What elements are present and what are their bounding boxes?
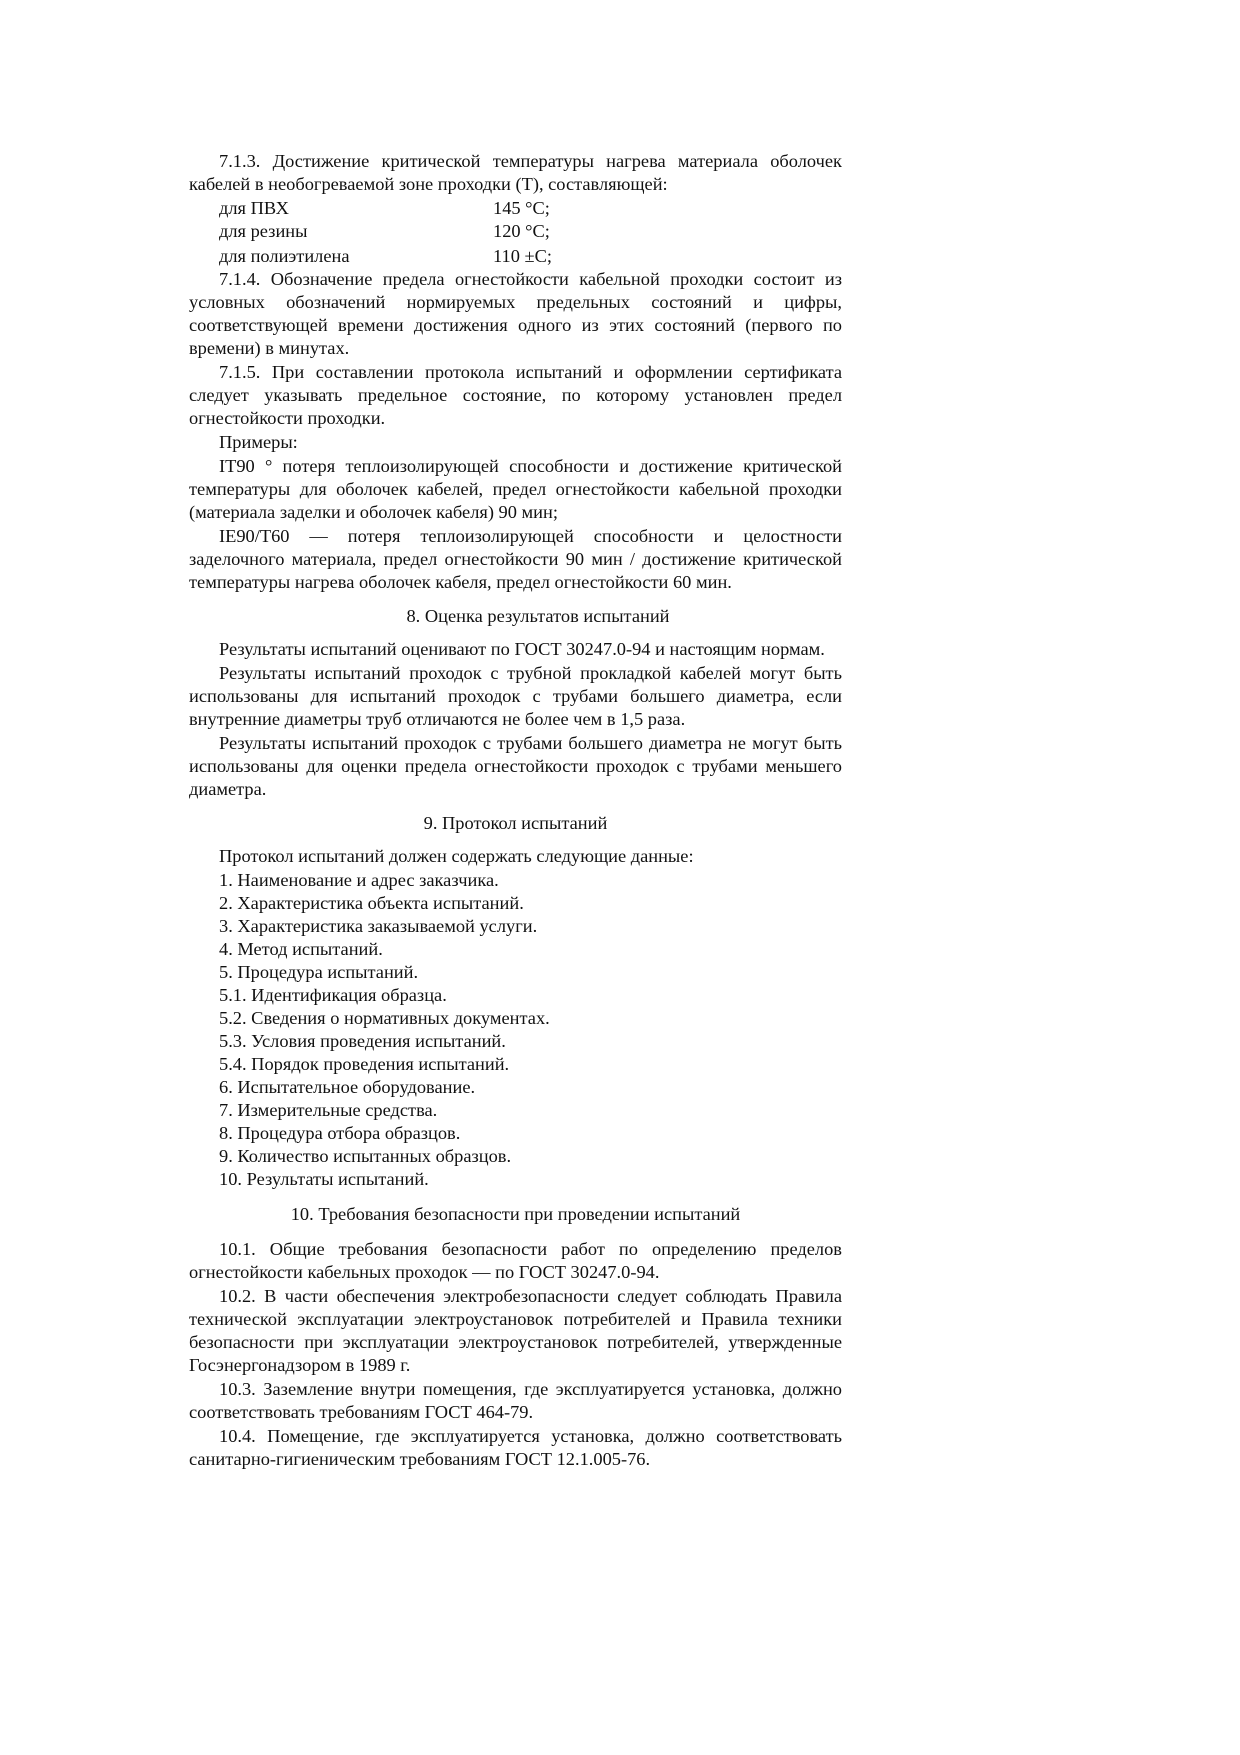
temperature-material: для полиэтилена — [219, 246, 350, 266]
clause-10-2: 10.2. В части обеспечения электробезопасности следует соблюдать Правила технической эксплуатации электроустановок потребителей и Правила техники безопасности при эксплуатации электроустановок потребителей, утвержденные Госэнергонадзором в 1989 г. — [189, 1286, 842, 1375]
example-it90: IT90 ° потеря теплоизолирующей способности и достижение критической температуры для оболочек кабелей, предел огнестойкости кабельной проходки (материала заделки и оболочек кабеля) 90 мин; — [189, 456, 842, 522]
list-item: 8. Процедура отбора образцов. — [219, 1123, 461, 1143]
list-item: 5.3. Условия проведения испытаний. — [219, 1031, 506, 1051]
list-item: 5.4. Порядок проведения испытаний. — [219, 1054, 510, 1074]
list-item: 5.1. Идентификация образца. — [219, 985, 447, 1005]
section-8-paragraph: Результаты испытаний оценивают по ГОСТ 30247.0-94 и настоящим нормам. — [219, 639, 825, 659]
examples-label: Примеры: — [219, 432, 298, 452]
temperature-value: 120 °С; — [493, 221, 550, 241]
list-item: 3. Характеристика заказываемой услуги. — [219, 916, 538, 936]
list-item: 2. Характеристика объекта испытаний. — [219, 893, 524, 913]
list-item: 5. Процедура испытаний. — [219, 962, 419, 982]
temperature-material: для ПВХ — [219, 198, 289, 218]
section-9-intro: Протокол испытаний должен содержать следующие данные: — [219, 846, 694, 866]
section-10-heading: 10. Требования безопасности при проведении испытаний — [290, 1204, 741, 1224]
temperature-value: 145 °С; — [493, 198, 550, 218]
clause-10-3: 10.3. Заземление внутри помещения, где эксплуатируется установка, должно соответствовать требованиям ГОСТ 464-79. — [189, 1379, 842, 1422]
protocol-contents-list — [189, 869, 842, 1191]
temperature-material: для резины — [219, 221, 308, 241]
list-item: 1. Наименование и адрес заказчика. — [219, 870, 499, 890]
example-ie90-t60: IE90/T60 — потеря теплоизолирующей способности и целостности заделочного материала, предел огнестойкости 90 мин / достижение критической температуры нагрева оболочек кабеля, предел огнестойкости 60 мин. — [189, 526, 842, 592]
list-item: 10. Результаты испытаний. — [219, 1169, 429, 1189]
clause-10-1: 10.1. Общие требования безопасности работ по определению пределов огнестойкости кабельных проходок — по ГОСТ 30247.0-94. — [189, 1239, 842, 1282]
list-item: 4. Метод испытаний. — [219, 939, 383, 959]
list-item: 5.2. Сведения о нормативных документах. — [219, 1008, 550, 1028]
list-item: 7. Измерительные средства. — [219, 1100, 438, 1120]
clause-7-1-4: 7.1.4. Обозначение предела огнестойкости кабельной проходки состоит из условных обозначений нормируемых предельных состояний и цифры, соответствующей времени достижения одного из этих состояний (первого по времени) в минутах. — [189, 269, 842, 358]
temperature-row-rubber — [189, 220, 842, 243]
list-item: 6. Испытательное оборудование. — [219, 1077, 476, 1097]
section-9-heading: 9. Протокол испытаний — [423, 813, 608, 833]
section-8-paragraph: Результаты испытаний проходок с трубной прокладкой кабелей могут быть использованы для испытаний проходок с трубами большего диаметра, если внутренние диаметры труб отличаются не более чем в 1,5 раза. — [189, 663, 842, 729]
document-page — [189, 150, 842, 1472]
clause-7-1-3: 7.1.3. Достижение критической температуры нагрева материала оболочек кабелей в необогреваемой зоне проходки (T), составляющей: — [189, 151, 842, 194]
list-item: 9. Количество испытанных образцов. — [219, 1146, 512, 1166]
section-8-paragraph: Результаты испытаний проходок с трубами большего диаметра не могут быть использованы для оценки предела огнестойкости проходок с трубами меньшего диаметра. — [189, 733, 842, 799]
temperature-row-polyethylene — [189, 245, 842, 268]
clause-10-4: 10.4. Помещение, где эксплуатируется установка, должно соответствовать санитарно-гигиеническим требованиям ГОСТ 12.1.005-76. — [189, 1426, 842, 1469]
temperature-value: 110 ±С; — [493, 246, 552, 266]
section-8-heading: 8. Оценка результатов испытаний — [406, 606, 670, 626]
clause-7-1-5: 7.1.5. При составлении протокола испытаний и оформлении сертификата следует указывать предельное состояние, по которому установлен предел огнестойкости проходки. — [189, 362, 842, 428]
temperature-row-pvc — [189, 197, 842, 220]
